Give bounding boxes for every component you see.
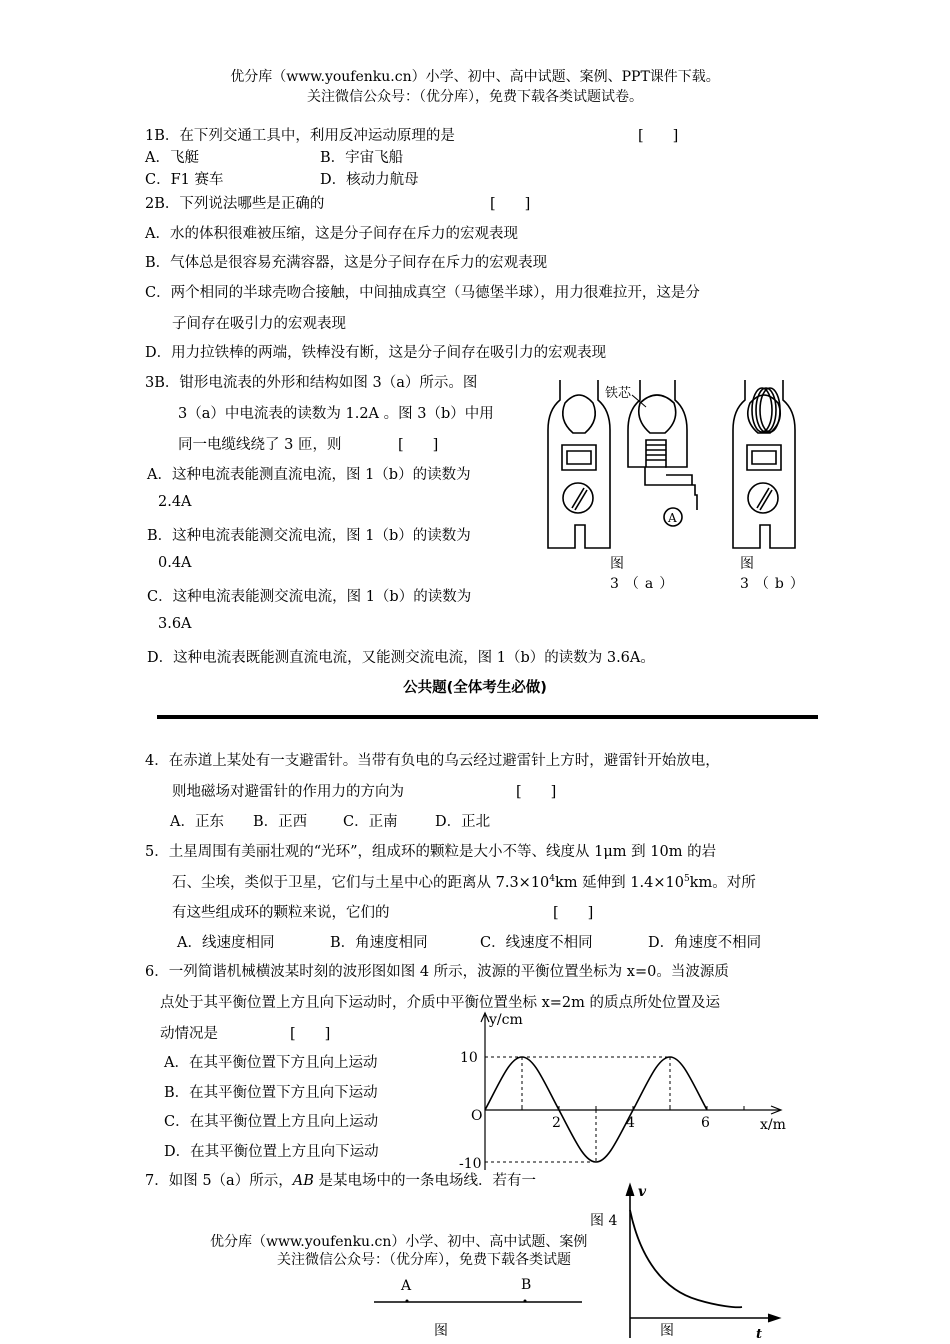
figure-4-caption: 图 4 [590,1213,618,1229]
q5-option-c: C．线速度不相同 [480,935,593,951]
point-a-dot [406,1300,409,1303]
q2b-bracket: [ ] [490,196,531,212]
q6-option-c: C．在其平衡位置上方且向上运动 [164,1114,379,1130]
q5-stem-line-2-part-a: 石、尘埃，类似于卫星，它们与土星中心的距离从 7.3×10 [172,875,550,891]
iron-core-label: 铁芯 [605,386,632,401]
q5-stem-line-1: 5．土星周围有美丽壮观的“光环”，组成环的颗粒是大小不等、线度从 1μm 到 10m 的岩 [145,844,717,860]
q3b-option-c-line-1: C．这种电流表能测交流电流，图 1（b）的读数为 [147,589,472,605]
clamp-meter-a [548,380,610,548]
q5-stem-line-2-part-b: km 延伸到 1.4×10 [555,875,684,891]
x-tick-6: 6 [701,1115,710,1131]
q1b-bracket: [ ] [638,128,679,144]
q5-stem-line-3: 有这些组成环的颗粒来说，它们的 [172,905,390,921]
q3b-option-a-line-2: 2.4A [158,494,192,510]
q4-bracket: [ ] [516,784,557,800]
header-line-1: 优分库（www.youfenku.cn）小学、初中、高中试题、案例、PPT课件下载。 [230,69,720,85]
q4-option-d: D．正北 [435,814,491,830]
q5-stem-line-2-part-c: km。对所 [689,875,756,891]
q1b-option-d: D．核动力航母 [320,172,419,188]
field-point-a-label: A [401,1278,412,1294]
figure-5a-label: 图 [434,1323,448,1339]
q2b-option-b: B．气体总是很容易充满容器，这是分子间存在斥力的宏观表现 [145,255,548,271]
q2b-option-d: D．用力拉铁棒的两端，铁棒没有断，这是分子间存在吸引力的宏观表现 [145,345,607,361]
q4-option-a: A．正东 [170,814,224,830]
v-axis-arrow [626,1184,634,1196]
q7-stem [145,1169,536,1190]
q6-stem-line-1: 6．一列简谐机械横波某时刻的波形图如图 4 所示，波源的平衡位置坐标为 x=0。当波源质 [145,964,729,980]
q4-stem-line-2: 则地磁场对避雷针的作用力的方向为 [172,784,404,800]
figure-3-clamp-meters [540,375,810,555]
q5-option-a: A．线速度相同 [177,935,275,951]
section-title: 公共题(全体考生必做) [403,680,547,696]
t-axis-label: t [756,1327,763,1342]
q2b-option-a: A．水的体积很难被压缩，这是分子间存在斥力的宏观表现 [145,226,518,242]
q6-stem-line-2: 点处于其平衡位置上方且向下运动时，介质中平衡位置坐标 x=2m 的质点所处位置及运 [160,995,721,1011]
q6-option-d: D．在其平衡位置上方且向下运动 [164,1144,379,1160]
x-tick-2: 2 [552,1115,561,1131]
point-b-dot [524,1300,527,1303]
clamp-meter-b [733,380,795,548]
q4-stem-line-1: 4．在赤道上某处有一支避雷针。当带有负电的乌云经过避雷针上方时，避雷针开始放电， [145,753,720,769]
q1b-stem: 1B．在下列交通工具中，利用反冲运动原理的是 [145,128,455,144]
q5-bracket: [ ] [553,905,594,921]
q3b-option-b-line-2: 0.4A [158,555,192,571]
y-tick-neg-10: -10 [459,1156,482,1172]
q5-exponent-2: 5 [683,874,690,885]
ammeter-label: A [668,511,677,525]
v-axis-label: v [638,1184,647,1200]
q3b-stem-line-1: 3B．钳形电流表的外形和结构如图 3（a）所示。图 [145,375,478,391]
q5-option-b: B．角速度相同 [330,935,428,951]
q6-stem-line-3: 动情况是 [160,1026,218,1042]
field-point-b-label: B [521,1277,532,1293]
figure-4-wave-graph [455,1010,795,1175]
footer-line-2: 关注微信公众号：（优分库），免费下载各类试题 [277,1252,571,1268]
q1b-option-b: B．宇宙飞船 [320,150,404,166]
y-tick-10: 10 [460,1050,478,1066]
figure-5b-label: 图 [660,1323,674,1339]
figure-3b-label-line-2: 3（b） [740,576,810,592]
q1b-option-a: A．飞艇 [145,150,199,166]
q3b-stem-line-3: 同一电缆线绕了 3 匝，则 [178,437,342,453]
x-axis-label: x/m [760,1117,786,1133]
q2b-stem: 2B．下列说法哪些是正确的 [145,196,325,212]
q6-option-b: B．在其平衡位置下方且向下运动 [164,1085,378,1101]
clamp-core-diagram [628,380,697,526]
figure-3a-label-line-1: 图 [610,556,624,572]
q4-option-c: C．正南 [343,814,398,830]
q3b-stem-line-2: 3（a）中电流表的读数为 1.2A 。图 3（b）中用 [178,406,494,422]
q2b-option-c-line-1: C．两个相同的半球壳吻合接触，中间抽成真空（马德堡半球），用力很难拉开，这是分 [145,285,700,301]
q7-stem-ab: AB [292,1173,314,1189]
figure-3a-label-line-2: 3（a） [610,576,680,592]
x-tick-4: 4 [626,1115,635,1131]
header-line-2: 关注微信公众号：（优分库），免费下载各类试题试卷。 [307,89,643,105]
origin-label: O [471,1108,483,1124]
q6-bracket: [ ] [290,1026,331,1042]
q2b-option-c-line-2: 子间存在吸引力的宏观表现 [172,316,346,332]
q5-stem-line-2 [172,871,756,892]
footer-line-1: 优分库（www.youfenku.cn）小学、初中、高中试题、案例 [210,1234,588,1250]
q3b-option-d: D．这种电流表既能测直流电流，又能测交流电流，图 1（b）的读数为 3.6A。 [147,650,655,666]
figure-3b-label-line-1: 图 [740,556,754,572]
q3b-bracket: [ ] [398,437,439,453]
section-divider [157,715,818,719]
q7-stem-part-b: 是某电场中的一条电场线．若有一 [313,1173,536,1189]
y-axis-label: y/cm [489,1012,523,1028]
t-axis-arrow [768,1314,780,1322]
velocity-curve [630,1210,742,1307]
q3b-option-a-line-1: A．这种电流表能测直流电流，图 1（b）的读数为 [147,467,471,483]
figure-5b-vt-graph [618,1178,790,1344]
q4-option-b: B．正西 [253,814,308,830]
q6-option-a: A．在其平衡位置下方且向上运动 [164,1055,378,1071]
q5-exponent-1: 4 [549,874,556,885]
q3b-option-b-line-1: B．这种电流表能测交流电流，图 1（b）的读数为 [147,528,471,544]
q5-option-d: D．角速度不相同 [648,935,762,951]
figure-5a-field-line [370,1293,590,1308]
q3b-option-c-line-2: 3.6A [158,616,192,632]
q1b-option-c: C．F1 赛车 [145,172,224,188]
q7-stem-part-a: 7．如图 5（a）所示， [145,1173,293,1189]
